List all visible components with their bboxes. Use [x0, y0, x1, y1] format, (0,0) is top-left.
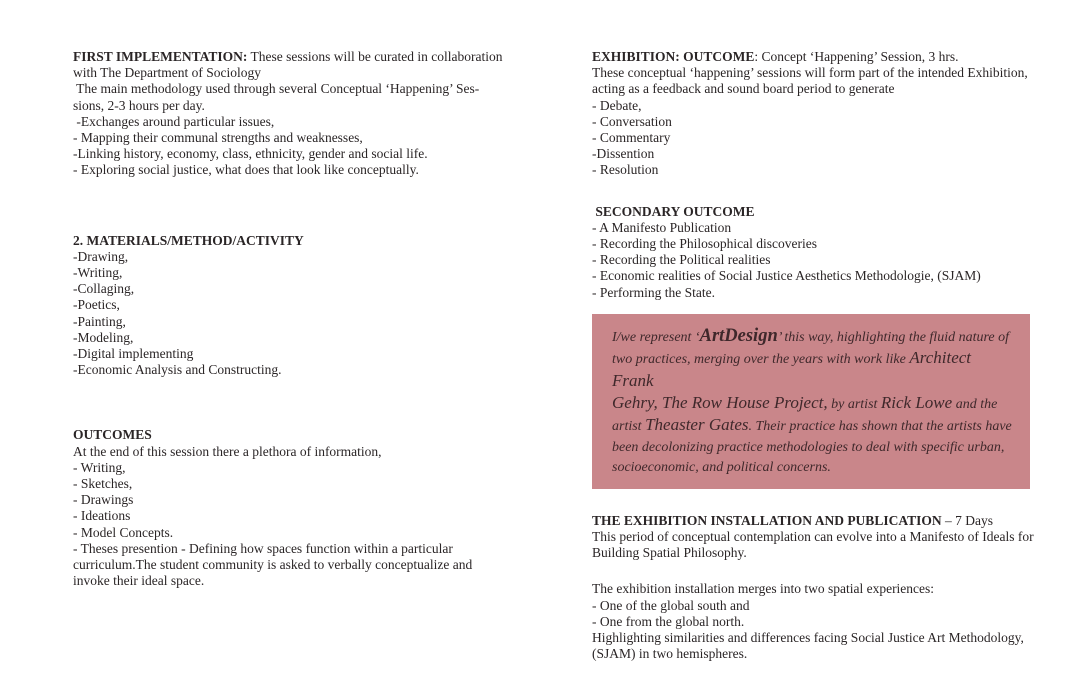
text-segment: -Drawing,	[73, 248, 129, 264]
text-line	[592, 252, 1032, 268]
text-line	[592, 630, 1032, 646]
text-line	[73, 508, 543, 524]
text-line	[592, 529, 1032, 545]
text-line	[592, 236, 1032, 252]
text-segment: -Digital implementing	[73, 346, 194, 362]
text-line	[73, 492, 543, 508]
text-segment: by artist	[827, 397, 881, 413]
text-line	[73, 281, 543, 297]
text-line	[592, 114, 1032, 130]
text-segment: – 7 Days	[941, 512, 993, 528]
artdesign-quote-box	[592, 314, 1030, 489]
section-exhibition-installation	[592, 513, 1032, 562]
text-line	[73, 233, 543, 249]
text-line	[73, 541, 543, 557]
text-line	[592, 81, 1032, 97]
text-line	[592, 581, 1032, 597]
text-segment: - One of the global south and	[592, 597, 750, 613]
section-first-implementation	[73, 49, 543, 179]
text-segment: - Drawings	[73, 492, 134, 508]
text-segment: : Concept ‘Happening’ Session, 3 hrs.	[754, 49, 959, 64]
text-segment: - Exploring social justice, what does that look like conceptually.	[73, 162, 419, 178]
text-line	[73, 314, 543, 330]
text-line	[592, 204, 1032, 220]
text-line	[612, 438, 1012, 458]
text-segment: -Dissention	[592, 146, 655, 162]
text-line	[73, 427, 543, 443]
text-line	[592, 146, 1032, 162]
text-segment: - Performing the State.	[592, 284, 715, 300]
text-line	[592, 130, 1032, 146]
text-segment: Theaster Gates	[645, 415, 749, 435]
text-segment: ArtDesign	[699, 325, 778, 346]
text-segment: - Recording the Political realities	[592, 252, 771, 268]
text-segment: -Painting,	[73, 313, 126, 329]
text-line	[592, 614, 1032, 630]
text-segment: been decolonizing practice methodologies to deal with specific urban,	[612, 439, 1005, 455]
text-segment: ’ this way, highlighting the fluid nature of	[777, 329, 1010, 345]
text-line	[592, 513, 1032, 529]
text-line	[592, 285, 1032, 301]
text-line	[73, 130, 543, 146]
text-segment: artist	[612, 419, 646, 435]
text-segment: Gehry, The Row House Project,	[612, 393, 828, 413]
text-segment: -Exchanges around particular issues,	[73, 113, 275, 129]
text-line	[73, 297, 543, 313]
text-line	[73, 265, 543, 281]
text-line	[73, 573, 543, 589]
text-segment: - Economic realities of Social Justice Aesthetics Methodologie, (SJAM)	[592, 268, 981, 284]
text-segment: Highlighting similarities and differences facing Social Justice Art Methodology,	[592, 629, 1024, 645]
text-segment: two practices, merging over the years with work like	[612, 352, 910, 368]
text-segment: OUTCOMES	[73, 427, 152, 443]
text-line	[73, 346, 543, 362]
text-segment: - Model Concepts.	[73, 524, 174, 540]
text-segment: The exhibition installation merges into two spatial experiences:	[592, 581, 935, 597]
text-line	[592, 598, 1032, 614]
text-segment: with The Department of Sociology	[73, 65, 261, 81]
section-installation-details	[592, 581, 1032, 662]
text-segment: -Writing,	[73, 265, 123, 281]
text-line	[73, 146, 543, 162]
text-segment: Rick Lowe	[880, 393, 953, 413]
text-segment: 2. MATERIALS/METHOD/ACTIVITY	[73, 232, 304, 248]
text-line	[73, 65, 543, 81]
section-materials-method-activity	[73, 233, 543, 379]
text-segment: -Modeling,	[73, 329, 134, 345]
text-line	[612, 326, 1012, 348]
text-segment: SECONDARY OUTCOME	[592, 203, 755, 219]
text-segment: Building Spatial Philosophy.	[592, 545, 747, 561]
text-segment: These sessions will be curated in collaboration	[247, 49, 503, 64]
text-line	[73, 476, 543, 492]
section-secondary-outcome	[592, 204, 1032, 301]
text-segment: - Recording the Philosophical discoveries	[592, 236, 817, 252]
text-line	[73, 444, 543, 460]
text-segment: sions, 2-3 hours per day.	[73, 97, 205, 113]
text-line	[73, 249, 543, 265]
text-line	[612, 458, 1012, 478]
text-line	[612, 348, 1012, 393]
text-segment: -Linking history, economy, class, ethnicity, gender and social life.	[73, 146, 428, 162]
text-segment: THE EXHIBITION INSTALLATION AND PUBLICATION	[592, 512, 942, 528]
text-segment: -Poetics,	[73, 297, 120, 313]
text-segment: At the end of this session there a plethora of information,	[73, 443, 382, 459]
text-segment: curriculum.The student community is asked to verbally conceptualize and	[73, 557, 473, 573]
text-segment: These conceptual ‘happening’ sessions will form part of the intended Exhibition,	[592, 65, 1028, 81]
text-line	[73, 525, 543, 541]
right-column	[592, 49, 1032, 662]
text-line	[592, 268, 1032, 284]
text-segment: - Debate,	[592, 97, 642, 113]
text-line	[592, 98, 1032, 114]
text-line	[73, 49, 543, 65]
text-segment: I/we represent ‘	[612, 329, 700, 345]
text-segment: - Ideations	[73, 508, 131, 524]
text-segment: - Theses presention - Defining how spaces function within a particular	[73, 540, 453, 556]
text-line	[73, 362, 543, 378]
text-segment: - Resolution	[592, 162, 659, 178]
text-segment: - Commentary	[592, 130, 671, 146]
text-segment: - Writing,	[73, 459, 126, 475]
text-segment: - Conversation	[592, 113, 672, 129]
text-line	[612, 415, 1012, 437]
text-segment: - A Manifesto Publication	[592, 219, 732, 235]
text-line	[592, 646, 1032, 662]
text-line	[73, 460, 543, 476]
text-segment: - One from the global north.	[592, 613, 745, 629]
text-line	[73, 98, 543, 114]
text-segment: FIRST IMPLEMENTATION:	[73, 49, 248, 64]
section-exhibition-outcome	[592, 49, 1032, 179]
text-line	[73, 162, 543, 178]
text-segment: The main methodology used through several Conceptual ‘Happening’ Ses-	[73, 81, 480, 97]
text-line	[73, 557, 543, 573]
text-segment: invoke their ideal space.	[73, 573, 205, 589]
text-segment: . Their practice has shown that the artists have	[748, 419, 1012, 435]
text-segment: This period of conceptual contemplation can evolve into a Manifesto of Ideals for	[592, 528, 1034, 544]
text-segment: (SJAM) in two hemispheres.	[592, 646, 748, 662]
section-outcomes	[73, 427, 543, 589]
text-line	[73, 114, 543, 130]
text-line	[592, 162, 1032, 178]
left-column	[73, 49, 543, 589]
text-line	[592, 65, 1032, 81]
text-segment: and the	[952, 397, 998, 413]
text-segment: -Collaging,	[73, 281, 135, 297]
text-segment: socioeconomic, and political concerns.	[612, 460, 831, 476]
text-line	[73, 81, 543, 97]
text-segment: - Sketches,	[73, 476, 133, 492]
text-line	[73, 330, 543, 346]
text-segment: - Mapping their communal strengths and weaknesses,	[73, 130, 363, 146]
text-line	[592, 220, 1032, 236]
text-segment: acting as a feedback and sound board period to generate	[592, 81, 895, 97]
text-line	[612, 393, 1012, 415]
text-segment: Architect Frank	[612, 348, 976, 390]
text-segment: -Economic Analysis and Constructing.	[73, 362, 282, 378]
text-line	[592, 545, 1032, 561]
text-segment: EXHIBITION: OUTCOME	[592, 49, 755, 64]
text-line	[592, 49, 1032, 65]
